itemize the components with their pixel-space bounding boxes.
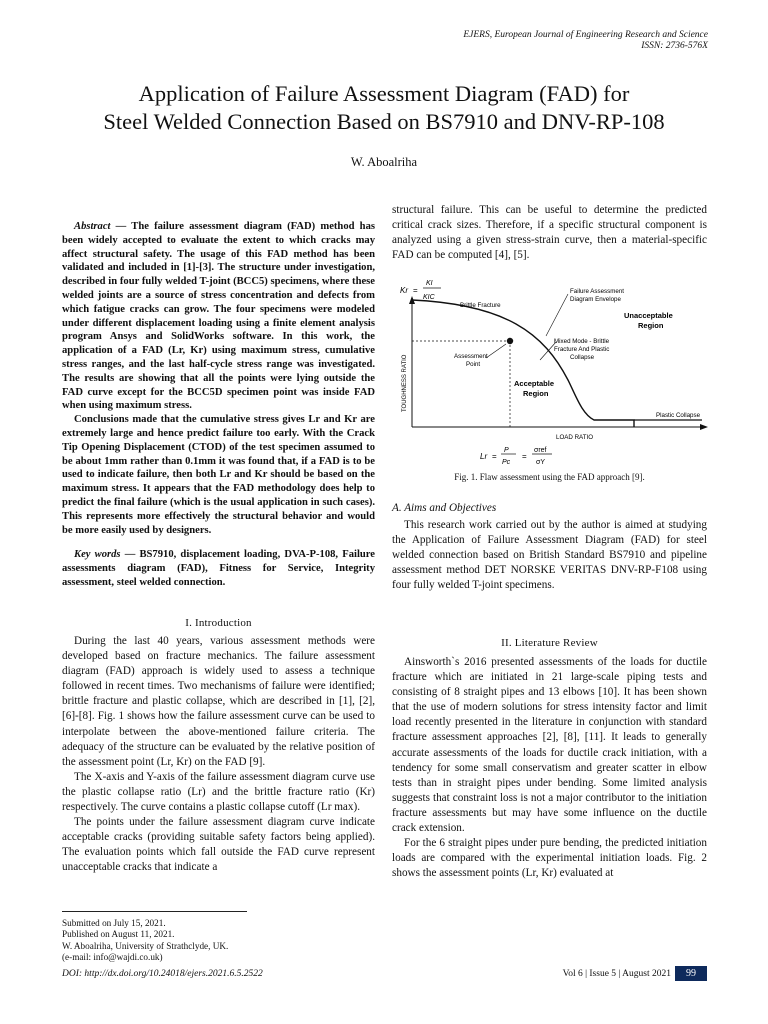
section-heading-introduction: I. Introduction [185, 617, 252, 629]
fig-label-mixed-1: Mixed Mode - Brittle [554, 338, 610, 345]
footnote-email: (e-mail: info@wajdi.co.uk) [62, 951, 163, 962]
fig-kr-equals: = [413, 286, 418, 295]
fad-figure [396, 272, 714, 466]
footnote-affiliation: W. Aboalriha, University of Strathclyde, UK. [62, 940, 229, 951]
fig-kr-label: Kr [400, 286, 408, 295]
running-header [463, 30, 708, 52]
intro-paragraph-2: The X-axis and Y-axis of the failure assessment diagram curve use the plastic collapse ratio (Lr) and the brittle fracture ratio (Kr) respectively. The curve contains a plastic collapse cutoff (Lr max). [62, 770, 375, 814]
fig-label-mixed-2: Fracture And Plastic [554, 346, 610, 353]
fig-assessment-pointer [486, 344, 506, 358]
author: W. Aboalriha [350, 155, 418, 169]
literature-paragraph-2: For the 6 straight pipes under pure bending, the predicted initiation loads are compared with the experimental initiation loads. Fig. 2 shows the assessment points (Lr, Kr) evaluated at [392, 837, 707, 880]
section-heading-literature-review: II. Literature Review [501, 637, 598, 649]
aims-paragraph: This research work carried out by the author is aimed at studying the Application of Failure Assessment Diagram (FAD) for steel welded connection based on British Standard BS7910 and pipeline assessment method DET NORSKE VERITAS DNV-RP-F108 using four fully welded T-joint specimens. [392, 519, 707, 592]
fig-envelope-pointer [546, 294, 568, 336]
fig-y-axis-label: TOUGHNESS RATIO [402, 354, 408, 412]
keywords-label: Key words [74, 549, 121, 560]
page-number: 99 [675, 966, 707, 981]
fig-lr-numerator: P [504, 447, 509, 454]
journal-issn: ISSN: 2736-576X [641, 41, 708, 51]
abstract-paragraph-1 [62, 220, 375, 413]
aims-body [392, 518, 707, 593]
footer-volume: Vol 6 | Issue 5 | August 2021 [562, 969, 671, 979]
fig-label-plastic-collapse: Plastic Collapse [656, 412, 701, 419]
abstract-text-1: The failure assessment diagram (FAD) method has been widely accepted to evaluate the extent to which cracks may affect structural safety. The usage of this FAD method has been validated and included in [1]-[3]. The structure under investigation, described in four fully welded T-joint (BCC5) specimens, where these welded joints are a source of stress concentration and defects from which fatigue cracks can grow. The four specimens were modeled under different displacement loading using a finite element analysis program Ansys and SolidWorks software. In this work, the application of a FAD (Lr, Kr) using maximum stress, cumulative stress ranges, and the last half-cycle stress range was investigated. The results are showing that all the points were lying outside the FAD curve except for the BCC5D specimen point was inside FAD when using maximum stress. [62, 221, 375, 412]
footnotes [62, 918, 375, 963]
right-paragraph-0: structural failure. This can be useful to determine the predicted critical crack sizes. Therefore, if a specific structural component is analyzed using a given stress-strain curve, then a material-specific FAD can be computed [4], [5]. [392, 204, 707, 262]
fig-label-assessment-1: Assessment [454, 353, 488, 360]
footnote-submitted: Submitted on July 15, 2021. [62, 918, 166, 928]
fig-label-assessment-2: Point [466, 361, 481, 368]
abstract [62, 220, 375, 537]
literature-paragraph-1: Ainsworth`s 2016 presented assessments of the loads for ductile fracture which are initiated in 21 large-scale piping tests and consisting of 8 straight pipes and 13 elbows [10]. It has been shown that the use of modern solutions for stress intensity factor and limit load recently presented in the literature in conjunction with standard fracture assessment approaches [2], [8], [11]. It leads to generally accurate assessments of the loads for ductile crack initiation, with a tendency for some small conservatism and greater scatter in elbow tests than in straight pipes under bending. Some limited analysis suggests that constraint loss is not a major contributor to the initiation fracture assessments but may have some influence on the ductile crack extension. [392, 656, 707, 835]
fig-x-axis-label: LOAD RATIO [556, 434, 594, 441]
title-line-2: Steel Welded Connection Based on BS7910 and DNV-RP-108 [103, 109, 665, 134]
fig-label-brittle: Brittle Fracture [460, 302, 501, 309]
abstract-paragraph-2: Conclusions made that the cumulative stress gives Lr and Kr are extremely large and hence predict failure too early. With the Crack Tip Opening Displacement (CTOD) of the test specimen assumed to be about 1mm rather than 0.1mm it was found that, if a FAD is to be used to indicate failure, then both Lr and Kr should be based on the maximum stress. It appears that the FAD methodology does help to predict the final failure (which is the usual application in such cases). This represents more effectively the structural behavior and would be more easily used by designers. [62, 414, 375, 536]
fig-label-unacceptable-1: Unacceptable [624, 311, 673, 320]
introduction-body [62, 634, 375, 876]
fig-label-acceptable-1: Acceptable [514, 379, 555, 388]
intro-paragraph-1: During the last 40 years, various assessment methods were developed based on fracture mechanics. The failure assessment diagram (FAD) approach is widely used to assess a technique followed in recent times. Two mechanisms of failure were identified; brittle fracture and plastic collapse, which are described in [1], [2], [6]-[8]. Fig. 1 shows how the failure assessment curve can be used to interpolate between the above-mentioned failure criteria. The adequacy of the structure can be evaluated by the relative position of the assessment point (Lr, Kr) on the FAD [9]. [62, 635, 375, 768]
fig-kr-denominator: KIC [423, 294, 435, 301]
fig-label-envelope-2: Diagram Envelope [570, 296, 621, 303]
footer-doi: DOI: http://dx.doi.org/10.24018/ejers.2021.6.5.2522 [62, 969, 263, 979]
fig-kr-numerator: KI [426, 280, 433, 287]
fig-label-acceptable-2: Region [523, 389, 549, 398]
literature-body [392, 655, 707, 881]
fig-lr-denominator: Pc [502, 459, 511, 466]
title-line-1: Application of Failure Assessment Diagram (FAD) for [138, 81, 630, 106]
footnote-rule [62, 911, 247, 912]
subsection-heading-aims: A. Aims and Objectives [392, 502, 497, 514]
fig-label-mixed-3: Collapse [570, 354, 595, 361]
right-column-intro-continued [392, 203, 707, 263]
fig-label-envelope-1: Failure Assessment [570, 288, 624, 295]
keywords-text: — BS7910, displacement loading, DVA-P-108, Failure assessments diagram (FAD), Fitness for Service, Integrity assessment, steel welded connection. [62, 549, 375, 588]
fig-sigma-denominator: σY [536, 459, 545, 466]
fig-lr-equals-2: = [522, 452, 527, 461]
footnote-published: Published on August 11, 2021. [62, 929, 175, 940]
figure-caption: Fig. 1. Flaw assessment using the FAD approach [9]. [454, 472, 645, 482]
fig-sigma-numerator: σref [534, 447, 547, 454]
fig-lr-equals: = [492, 452, 497, 461]
intro-paragraph-3: The points under the failure assessment diagram curve indicate acceptable cracks (providing suitable safety factors being applied). The evaluation points which fall outside the FAD curve represent unacceptable cracks that indicate a [62, 816, 375, 874]
fig-lr-label: Lr [480, 452, 488, 461]
fig-label-unacceptable-2: Region [638, 321, 664, 330]
fig-fad-curve [412, 300, 634, 427]
abstract-label: Abstract [74, 221, 111, 232]
journal-name: EJERS, European Journal of Engineering Research and Science [463, 30, 708, 40]
fig-x-axis-arrow [700, 424, 708, 430]
paper-title [40, 80, 728, 136]
abstract-dash: — [110, 221, 132, 232]
keywords [62, 548, 375, 589]
